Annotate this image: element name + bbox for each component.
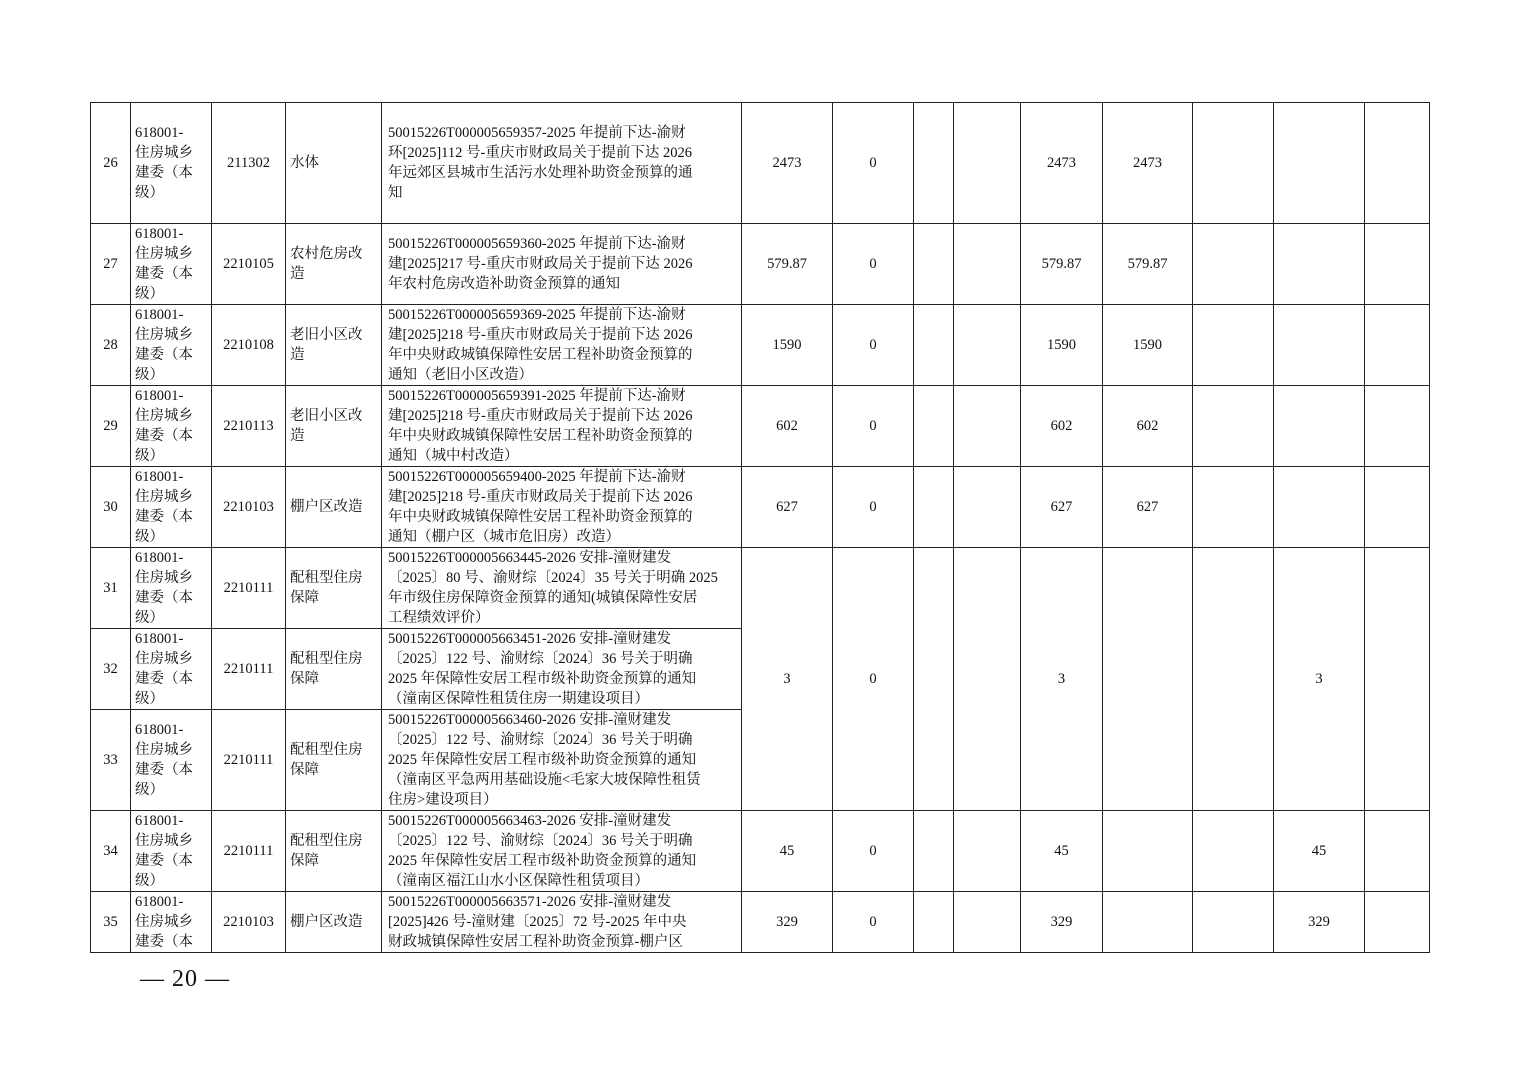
amount-cell-5: 45 — [1021, 811, 1103, 892]
amount-cell-8 — [1274, 386, 1365, 467]
amount-cell-5: 329 — [1021, 892, 1103, 953]
merged-amount-cell-4 — [954, 548, 1021, 811]
amount-cell-7 — [1193, 386, 1274, 467]
description-cell: 50015226T000005659391-2025 年提前下达-渝财 建[2025]218 号-重庆市财政局关于提前下达 2026 年中央财政城镇保障性安居工程补助资金预算的 通知（城中村改造） — [382, 386, 742, 467]
amount-cell-9 — [1365, 892, 1430, 953]
amount-cell-5: 579.87 — [1021, 224, 1103, 305]
amount-cell-4 — [954, 467, 1021, 548]
amount-cell-4 — [954, 103, 1021, 224]
amount-cell-1: 579.87 — [742, 224, 833, 305]
amount-cell-3 — [914, 224, 954, 305]
amount-cell-1: 1590 — [742, 305, 833, 386]
description-cell: 50015226T000005659400-2025 年提前下达-渝财 建[2025]218 号-重庆市财政局关于提前下达 2026 年中央财政城镇保障性安居工程补助资金预算的 通知（棚户区（城市危旧房）改造） — [382, 467, 742, 548]
amount-cell-4 — [954, 224, 1021, 305]
amount-cell-1: 627 — [742, 467, 833, 548]
amount-cell-8 — [1274, 224, 1365, 305]
amount-cell-3 — [914, 386, 954, 467]
merged-amount-cell-1: 3 — [742, 548, 833, 811]
unit-cell: 618001- 住房城乡 建委（本 级） — [131, 386, 212, 467]
description-cell: 50015226T000005659369-2025 年提前下达-渝财 建[2025]218 号-重庆市财政局关于提前下达 2026 年中央财政城镇保障性安居工程补助资金预算的 通知（老旧小区改造） — [382, 305, 742, 386]
category-cell: 配租型住房 保障 — [286, 629, 382, 710]
merged-amount-cell-2: 0 — [833, 548, 914, 811]
amount-cell-8: 329 — [1274, 892, 1365, 953]
amount-cell-2: 0 — [833, 467, 914, 548]
row-number: 33 — [91, 710, 131, 811]
unit-cell: 618001- 住房城乡 建委（本 级） — [131, 811, 212, 892]
amount-cell-9 — [1365, 811, 1430, 892]
merged-amount-cell-8: 3 — [1274, 548, 1365, 811]
category-cell: 棚户区改造 — [286, 892, 382, 953]
merged-amount-cell-3 — [914, 548, 954, 811]
category-cell: 水体 — [286, 103, 382, 224]
amount-cell-2: 0 — [833, 224, 914, 305]
subject-code: 211302 — [212, 103, 286, 224]
table-row — [91, 467, 1430, 548]
amount-cell-9 — [1365, 467, 1430, 548]
amount-cell-6: 627 — [1103, 467, 1193, 548]
subject-code: 2210111 — [212, 710, 286, 811]
table-row — [91, 224, 1430, 305]
category-cell: 农村危房改 造 — [286, 224, 382, 305]
budget-table — [90, 102, 1430, 953]
row-number: 35 — [91, 892, 131, 953]
unit-cell: 618001- 住房城乡 建委（本 级） — [131, 103, 212, 224]
amount-cell-9 — [1365, 386, 1430, 467]
category-cell: 棚户区改造 — [286, 467, 382, 548]
amount-cell-3 — [914, 467, 954, 548]
row-number: 32 — [91, 629, 131, 710]
page-number: — 20 — — [140, 966, 230, 992]
amount-cell-7 — [1193, 467, 1274, 548]
amount-cell-6: 602 — [1103, 386, 1193, 467]
row-number: 26 — [91, 103, 131, 224]
amount-cell-7 — [1193, 103, 1274, 224]
amount-cell-7 — [1193, 224, 1274, 305]
amount-cell-7 — [1193, 892, 1274, 953]
unit-cell: 618001- 住房城乡 建委（本 级） — [131, 629, 212, 710]
amount-cell-5: 602 — [1021, 386, 1103, 467]
description-cell: 50015226T000005663571-2026 安排-潼财建发 [2025]426 号-潼财建〔2025〕72 号-2025 年中央 财政城镇保障性安居工程补助资金预算-棚户区 — [382, 892, 742, 953]
amount-cell-6 — [1103, 892, 1193, 953]
subject-code: 2210111 — [212, 629, 286, 710]
amount-cell-8 — [1274, 103, 1365, 224]
amount-cell-4 — [954, 305, 1021, 386]
amount-cell-8 — [1274, 305, 1365, 386]
amount-cell-9 — [1365, 224, 1430, 305]
row-number: 27 — [91, 224, 131, 305]
table-row — [91, 305, 1430, 386]
amount-cell-1: 329 — [742, 892, 833, 953]
unit-cell: 618001- 住房城乡 建委（本 级） — [131, 467, 212, 548]
amount-cell-4 — [954, 386, 1021, 467]
amount-cell-1: 602 — [742, 386, 833, 467]
amount-cell-8: 45 — [1274, 811, 1365, 892]
unit-cell: 618001- 住房城乡 建委（本 级） — [131, 224, 212, 305]
amount-cell-2: 0 — [833, 305, 914, 386]
amount-cell-6 — [1103, 811, 1193, 892]
row-number: 28 — [91, 305, 131, 386]
amount-cell-9 — [1365, 305, 1430, 386]
table-row — [91, 386, 1430, 467]
merged-amount-cell-9 — [1365, 548, 1430, 811]
table-row — [91, 103, 1430, 224]
category-cell: 配租型住房 保障 — [286, 710, 382, 811]
subject-code: 2210111 — [212, 811, 286, 892]
subject-code: 2210105 — [212, 224, 286, 305]
amount-cell-3 — [914, 103, 954, 224]
amount-cell-5: 627 — [1021, 467, 1103, 548]
unit-cell: 618001- 住房城乡 建委（本 — [131, 892, 212, 953]
unit-cell: 618001- 住房城乡 建委（本 级） — [131, 548, 212, 629]
amount-cell-5: 1590 — [1021, 305, 1103, 386]
amount-cell-7 — [1193, 811, 1274, 892]
row-number: 29 — [91, 386, 131, 467]
description-cell: 50015226T000005663463-2026 安排-潼财建发 〔2025〕122 号、渝财综〔2024〕36 号关于明确 2025 年保障性安居工程市级补助资金预算的通知 （潼南区福江山水小区保障性租赁项目） — [382, 811, 742, 892]
amount-cell-3 — [914, 892, 954, 953]
merged-amount-cell-6 — [1103, 548, 1193, 811]
amount-cell-3 — [914, 811, 954, 892]
category-cell: 老旧小区改 造 — [286, 386, 382, 467]
subject-code: 2210113 — [212, 386, 286, 467]
subject-code: 2210103 — [212, 467, 286, 548]
description-cell: 50015226T000005659357-2025 年提前下达-渝财 环[2025]112 号-重庆市财政局关于提前下达 2026 年远郊区县城市生活污水处理补助资金预算的通 知 — [382, 103, 742, 224]
amount-cell-6: 579.87 — [1103, 224, 1193, 305]
unit-cell: 618001- 住房城乡 建委（本 级） — [131, 710, 212, 811]
amount-cell-6: 2473 — [1103, 103, 1193, 224]
amount-cell-4 — [954, 892, 1021, 953]
amount-cell-7 — [1193, 305, 1274, 386]
description-cell: 50015226T000005663451-2026 安排-潼财建发 〔2025〕122 号、渝财综〔2024〕36 号关于明确 2025 年保障性安居工程市级补助资金预算的通知 （潼南区保障性租赁住房一期建设项目） — [382, 629, 742, 710]
amount-cell-3 — [914, 305, 954, 386]
amount-cell-6: 1590 — [1103, 305, 1193, 386]
amount-cell-1: 45 — [742, 811, 833, 892]
amount-cell-2: 0 — [833, 811, 914, 892]
merged-amount-cell-5: 3 — [1021, 548, 1103, 811]
category-cell: 老旧小区改 造 — [286, 305, 382, 386]
description-cell: 50015226T000005663445-2026 安排-潼财建发 〔2025〕80 号、渝财综〔2024〕35 号关于明确 2025 年市级住房保障资金预算的通知(城镇保障性安居 工程绩效评价） — [382, 548, 742, 629]
amount-cell-8 — [1274, 467, 1365, 548]
amount-cell-9 — [1365, 103, 1430, 224]
table-row — [91, 811, 1430, 892]
description-cell: 50015226T000005663460-2026 安排-潼财建发 〔2025〕122 号、渝财综〔2024〕36 号关于明确 2025 年保障性安居工程市级补助资金预算的通知 （潼南区平急两用基础设施<毛家大坡保障性租赁 住房>建设项目） — [382, 710, 742, 811]
subject-code: 2210111 — [212, 548, 286, 629]
table-row — [91, 892, 1430, 953]
amount-cell-5: 2473 — [1021, 103, 1103, 224]
row-number: 31 — [91, 548, 131, 629]
amount-cell-4 — [954, 811, 1021, 892]
subject-code: 2210108 — [212, 305, 286, 386]
amount-cell-1: 2473 — [742, 103, 833, 224]
amount-cell-2: 0 — [833, 386, 914, 467]
subject-code: 2210103 — [212, 892, 286, 953]
row-number: 30 — [91, 467, 131, 548]
amount-cell-2: 0 — [833, 103, 914, 224]
table-row — [91, 548, 1430, 629]
unit-cell: 618001- 住房城乡 建委（本 级） — [131, 305, 212, 386]
row-number: 34 — [91, 811, 131, 892]
category-cell: 配租型住房 保障 — [286, 548, 382, 629]
merged-amount-cell-7 — [1193, 548, 1274, 811]
amount-cell-2: 0 — [833, 892, 914, 953]
category-cell: 配租型住房 保障 — [286, 811, 382, 892]
description-cell: 50015226T000005659360-2025 年提前下达-渝财 建[2025]217 号-重庆市财政局关于提前下达 2026 年农村危房改造补助资金预算的通知 — [382, 224, 742, 305]
